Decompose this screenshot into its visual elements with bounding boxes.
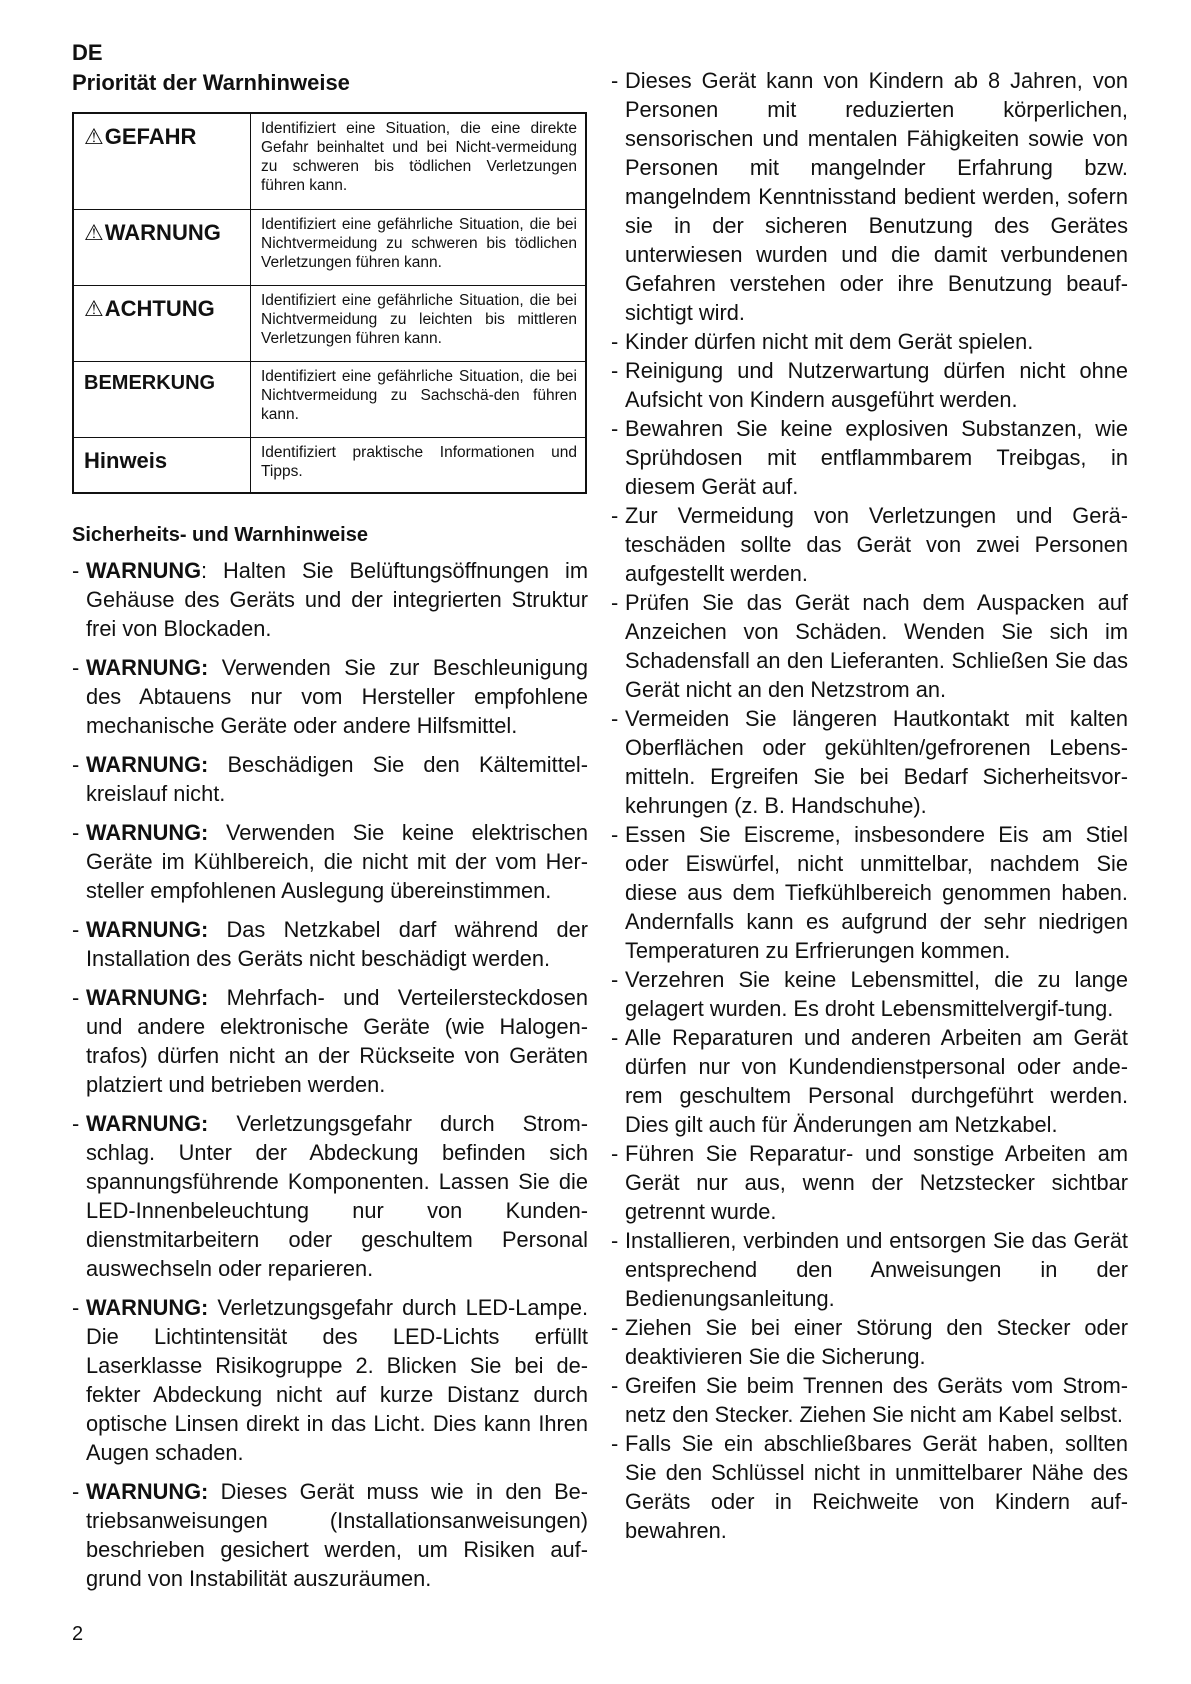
warning-label: WARNUNG:	[86, 820, 209, 845]
level-label: Hinweis	[73, 437, 251, 493]
list-item	[611, 66, 1128, 327]
warning-text: : Halten Sie Belüftungsöffnungen im Gehäuse des Geräts und der integrierten Struktur frei von Blockaden.	[86, 558, 588, 641]
list-item	[611, 1023, 1128, 1139]
bullet-dash: -	[611, 1228, 619, 1253]
item-text: Vermeiden Sie längeren Hautkontakt mit kalten Oberflächen oder gekühlten/gefrorenen Lebens-mitteln. Ergreifen Sie bei Bedarf Sicherheitsvor-kehrungen (z. B. Handschuhe).	[625, 706, 1128, 818]
warning-triangle-icon: ⚠	[84, 295, 104, 321]
warning-label: WARNUNG:	[86, 985, 209, 1010]
bullet-dash: -	[611, 1025, 619, 1050]
warning-text: Mehrfach- und Verteilersteckdosen und andere elektronische Geräte (wie Halogen-trafos) dürfen nicht an der Rückseite von Geräten platziert und betrieben werden.	[86, 985, 588, 1097]
list-item	[72, 818, 588, 905]
bullet-dash: -	[611, 416, 619, 441]
level-description: Identifiziert eine gefährliche Situation, die bei Nichtvermeidung zu schweren bis tödlichen Verletzungen führen kann.	[251, 209, 587, 285]
item-text: Dieses Gerät kann von Kindern ab 8 Jahren, von Personen mit reduzierten körperlichen, sensorischen und mentalen Fähigkeiten sowie von Personen mit mangelnder Erfahrung bzw. mangelndem Kenntnisstand bedient werden, sofern sie in der sicheren Benutzung des Gerätes unterwiesen wurden und die damit verbundenen Gefahren verstehen oder ihre Benutzung beauf-sichtigt wird.	[625, 68, 1128, 325]
bullet-dash: -	[72, 820, 80, 845]
warning-text: Beschädigen Sie den Kältemittel-kreislauf nicht.	[86, 752, 588, 806]
list-item	[611, 965, 1128, 1023]
warning-text: Dieses Gerät muss wie in den Be-triebsanweisungen (Installationsanweisungen) beschrieben gesichert werden, um Risiken auf-grund von Instabilität auszuräumen.	[86, 1479, 588, 1591]
bullet-dash: -	[72, 655, 80, 680]
list-item	[72, 983, 588, 1099]
list-item	[611, 327, 1128, 356]
bullet-dash: -	[72, 985, 80, 1010]
safety-list	[611, 66, 1128, 1545]
priority-table	[72, 112, 587, 494]
level-description: Identifiziert eine gefährliche Situation, die bei Nichtvermeidung zu leichten bis mittleren Verletzungen führen kann.	[251, 285, 587, 361]
item-text: Essen Sie Eiscreme, insbesondere Eis am Stiel oder Eiswürfel, nicht unmittelbar, nachdem Sie diese aus dem Tiefkühlbereich genommen haben. Andernfalls kann es aufgrund der sehr niedrigen Temperaturen zu Erfrierungen kommen.	[625, 822, 1128, 963]
warning-triangle-icon: ⚠	[84, 219, 104, 245]
list-item	[611, 1313, 1128, 1371]
list-item	[611, 820, 1128, 965]
bullet-dash: -	[611, 967, 619, 992]
level-label: ACHTUNG	[104, 295, 215, 321]
warning-text: Verletzungsgefahr durch Strom-schlag. Unter der Abdeckung befinden sich spannungsführende Komponenten. Lassen Sie die LED-Innenbeleuchtung nur von Kunden-dienstmitarbeitern oder geschultem Personal auswechseln oder reparieren.	[86, 1111, 588, 1281]
list-item	[72, 915, 588, 973]
bullet-dash: -	[611, 1431, 619, 1456]
table-row	[73, 113, 586, 209]
list-item	[611, 1139, 1128, 1226]
item-text: Prüfen Sie das Gerät nach dem Auspacken auf Anzeichen von Schäden. Wenden Sie sich im Schadensfall an den Lieferanten. Schließen Sie das Gerät nicht an den Netzstrom an.	[625, 590, 1128, 702]
table-row	[73, 361, 586, 437]
section-title: Sicherheits- und Warnhinweise	[72, 524, 368, 546]
left-column	[72, 522, 588, 1603]
bullet-dash: -	[72, 1479, 80, 1504]
language-code: DE	[72, 40, 103, 65]
bullet-dash: -	[611, 822, 619, 847]
warning-label: WARNUNG:	[86, 752, 209, 777]
level-description: Identifiziert eine Situation, die eine direkte Gefahr beinhaltet und bei Nicht-vermeidung zu schweren bis tödlichen Verletzungen führen kann.	[251, 113, 587, 209]
warning-text: Verwenden Sie zur Beschleunigung des Abtauens nur vom Hersteller empfohlene mechanische Geräte oder andere Hilfsmittel.	[86, 655, 588, 738]
table-row	[73, 437, 586, 493]
bullet-dash: -	[72, 558, 80, 583]
table-row	[73, 285, 586, 361]
list-item	[611, 356, 1128, 414]
warning-triangle-icon: ⚠	[84, 124, 104, 149]
item-text: Ziehen Sie bei einer Störung den Stecker oder deaktivieren Sie die Sicherung.	[625, 1315, 1128, 1369]
level-label: GEFAHR	[104, 124, 197, 149]
warning-text: Verwenden Sie keine elektrischen Geräte im Kühlbereich, die nicht mit der vom Her-steller empfohlenen Auslegung übereinstimmen.	[86, 820, 588, 903]
right-column	[611, 66, 1128, 1545]
list-item	[72, 1109, 588, 1283]
list-item	[72, 1477, 588, 1593]
item-text: Führen Sie Reparatur- und sonstige Arbeiten am Gerät nur aus, wenn der Netzstecker sichtbar getrennt wurde.	[625, 1141, 1128, 1224]
list-item	[611, 588, 1128, 704]
list-item	[611, 1371, 1128, 1429]
bullet-dash: -	[72, 1111, 80, 1136]
item-text: Reinigung und Nutzerwartung dürfen nicht ohne Aufsicht von Kindern ausgeführt werden.	[625, 358, 1128, 412]
bullet-dash: -	[611, 358, 619, 383]
warning-label: WARNUNG:	[86, 917, 209, 942]
item-text: Installieren, verbinden und entsorgen Sie das Gerät entsprechend den Anweisungen in der Bedienungsanleitung.	[625, 1228, 1128, 1311]
item-text: Kinder dürfen nicht mit dem Gerät spielen.	[625, 329, 1034, 354]
bullet-dash: -	[611, 590, 619, 615]
list-item	[611, 1429, 1128, 1545]
bullet-dash: -	[611, 706, 619, 731]
warning-label: WARNUNG:	[86, 1111, 209, 1136]
warning-label: WARNUNG:	[86, 1479, 209, 1504]
list-item	[72, 750, 588, 808]
bullet-dash: -	[611, 1373, 619, 1398]
bullet-dash: -	[611, 1315, 619, 1340]
item-text: Greifen Sie beim Trennen des Geräts vom Strom-netz den Stecker. Ziehen Sie nicht am Kabel selbst.	[625, 1373, 1128, 1427]
warning-text: Verletzungsgefahr durch LED-Lampe. Die Lichtintensität des LED-Lichts erfüllt Laserklasse Risikogruppe 2. Blicken Sie bei de-fekter Abdeckung nicht auf kurze Distanz durch optische Linsen direkt in das Licht. Dies kann Ihren Augen schaden.	[86, 1295, 588, 1465]
list-item	[611, 704, 1128, 820]
priority-title: Priorität der Warnhinweise	[72, 70, 350, 95]
level-description: Identifiziert eine gefährliche Situation, die bei Nichtvermeidung zu Sachschä-den führen kann.	[251, 361, 587, 437]
warning-label: WARNUNG:	[86, 1295, 209, 1320]
list-item	[72, 653, 588, 740]
list-item	[72, 556, 588, 643]
item-text: Alle Reparaturen und anderen Arbeiten am Gerät dürfen nur von Kundendienstpersonal oder ande-rem geschultem Personal durchgeführt werden. Dies gilt auch für Änderungen am Netzkabel.	[625, 1025, 1128, 1137]
list-item	[72, 1293, 588, 1467]
warning-label: WARNUNG:	[86, 655, 209, 680]
level-description: Identifiziert praktische Informationen und Tipps.	[251, 437, 587, 493]
bullet-dash: -	[611, 1141, 619, 1166]
list-item	[611, 1226, 1128, 1313]
bullet-dash: -	[611, 503, 619, 528]
bullet-dash: -	[72, 752, 80, 777]
bullet-dash: -	[611, 68, 619, 93]
warning-list	[72, 556, 588, 1593]
item-text: Zur Vermeidung von Verletzungen und Gerä-teschäden sollte das Gerät von zwei Personen aufgestellt werden.	[625, 503, 1128, 586]
warning-label: WARNUNG	[86, 558, 202, 583]
table-row	[73, 209, 586, 285]
bullet-dash: -	[72, 1295, 80, 1320]
item-text: Bewahren Sie keine explosiven Substanzen, wie Sprühdosen mit entflammbarem Treibgas, in diesem Gerät auf.	[625, 416, 1128, 499]
bullet-dash: -	[611, 329, 619, 354]
level-label: BEMERKUNG	[73, 361, 251, 437]
bullet-dash: -	[72, 917, 80, 942]
item-text: Verzehren Sie keine Lebensmittel, die zu lange gelagert wurden. Es droht Lebensmittelvergif-tung.	[625, 967, 1128, 1021]
item-text: Falls Sie ein abschließbares Gerät haben, sollten Sie den Schlüssel nicht in unmittelbarer Nähe des Geräts oder in Reichweite von Kindern auf-bewahren.	[625, 1431, 1128, 1543]
warning-text: Das Netzkabel darf während der Installation des Geräts nicht beschädigt werden.	[86, 917, 588, 971]
list-item	[611, 501, 1128, 588]
level-label: WARNUNG	[104, 219, 221, 245]
page-number: 2	[72, 1623, 84, 1645]
list-item	[611, 414, 1128, 501]
